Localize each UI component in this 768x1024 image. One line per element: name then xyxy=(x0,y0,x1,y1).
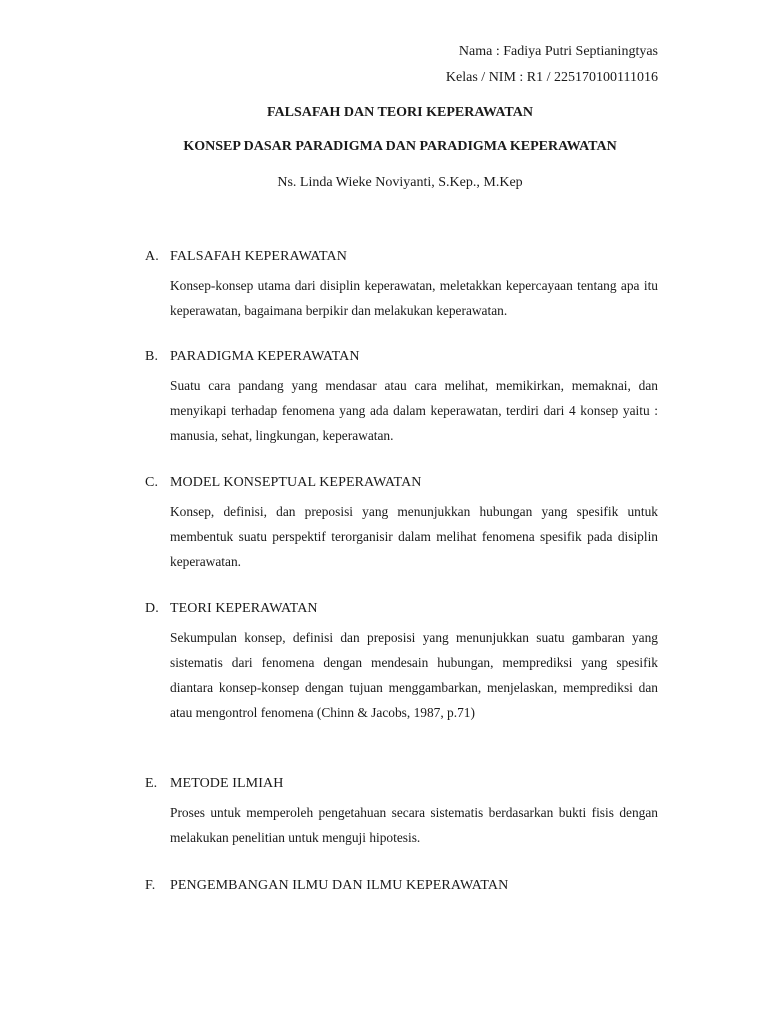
section-a xyxy=(145,248,658,323)
student-name: Nama : Fadiya Putri Septianingtyas xyxy=(458,44,658,59)
section-body: Konsep-konsep utama dari disiplin keperawatan, meletakkan kepercayaan tentang apa itu keperawatan, bagaimana berpikir dan melakukan keperawatan. xyxy=(170,278,658,318)
section-heading xyxy=(145,600,658,618)
document-subtitle: KONSEP DASAR PARADIGMA DAN PARADIGMA KEPERAWATAN xyxy=(183,139,617,154)
section-body: Konsep, definisi, dan preposisi yang menunjukkan hubungan yang spesifik untuk membentuk suatu perspektif terorganisir dalam melihat fenomena spesifik pada disiplin keperawatan. xyxy=(170,504,658,569)
section-c xyxy=(145,474,658,574)
section-d xyxy=(145,600,658,725)
section-heading xyxy=(145,348,658,366)
section-heading xyxy=(145,877,658,895)
section-body: Proses untuk memperoleh pengetahuan secara sistematis berdasarkan bukti fisis dengan melakukan penelitian untuk menguji hipotesis. xyxy=(170,805,658,845)
section-e xyxy=(145,775,658,850)
section-body: Suatu cara pandang yang mendasar atau cara melihat, memikirkan, memaknai, dan menyikapi terhadap fenomena yang ada dalam keperawatan, terdiri dari 4 konsep yaitu : manusia, sehat, lingkungan, keperawatan. xyxy=(170,378,658,443)
section-title: TEORI KEPERAWATAN xyxy=(170,601,318,616)
section-title: PENGEMBANGAN ILMU DAN ILMU KEPERAWATAN xyxy=(170,878,509,893)
section-letter: D. xyxy=(145,601,159,616)
section-b xyxy=(145,348,658,448)
section-heading xyxy=(145,248,658,266)
section-letter: C. xyxy=(145,475,159,490)
section-title: MODEL KONSEPTUAL KEPERAWATAN xyxy=(170,475,422,490)
document-title: FALSAFAH DAN TEORI KEPERAWATAN xyxy=(267,105,533,120)
student-class-nim: Kelas / NIM : R1 / 225170100111016 xyxy=(445,70,658,85)
section-body: Sekumpulan konsep, definisi dan preposisi yang menunjukkan suatu gambaran yang sistematis dari fenomena dengan mendesain hubungan, memprediksi yang spesifik diantara konsep-konsep dengan tujuan menggambarkan, menjelaskan, memprediksi dan atau mengontrol fenomena (Chinn & Jacobs, 1987, p.71) xyxy=(170,630,658,720)
section-title: FALSAFAH KEPERAWATAN xyxy=(170,249,347,264)
section-letter: F. xyxy=(145,878,156,893)
section-title: PARADIGMA KEPERAWATAN xyxy=(170,349,360,364)
section-letter: E. xyxy=(145,776,158,791)
section-title: METODE ILMIAH xyxy=(170,776,284,791)
lecturer-name: Ns. Linda Wieke Noviyanti, S.Kep., M.Kep xyxy=(277,175,523,190)
section-heading xyxy=(145,775,658,793)
section-letter: A. xyxy=(145,249,159,264)
section-letter: B. xyxy=(145,349,159,364)
section-f xyxy=(145,877,658,895)
section-heading xyxy=(145,474,658,492)
